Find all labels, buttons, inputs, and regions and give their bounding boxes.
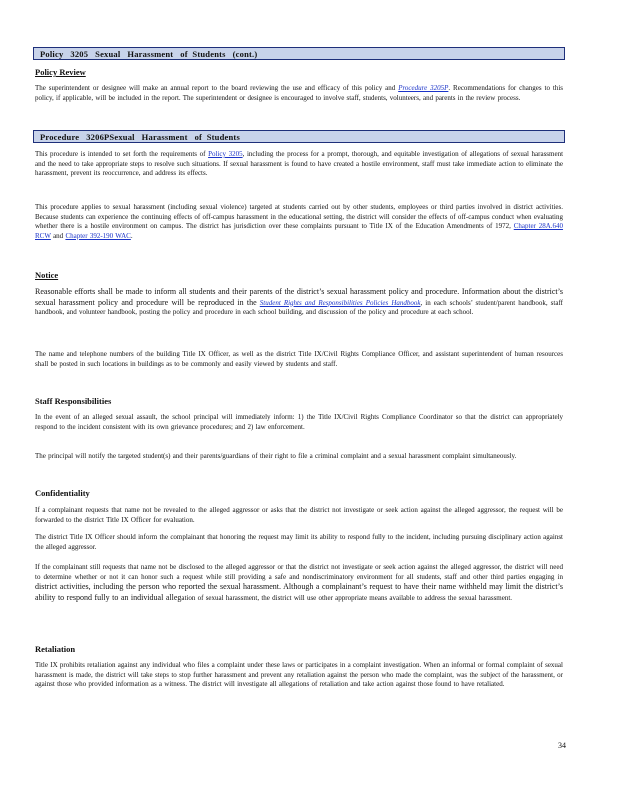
procedure-p1-text-a: This procedure is intended to set forth the requirements of: [35, 150, 206, 158]
page-number: 34: [558, 741, 566, 750]
confidentiality-heading: Confidentiality: [35, 488, 90, 498]
procedure-p1-text-b: , including the process for a prompt, thorough, and equitable investigation of allegations of sexual harassment and the need to take appropriate steps to resolve such situations. If sexual harassment is found to have created a hostile environment, staff must take immediate action to eliminate the harassment, prevent its reoccurrence, and address its effects.: [35, 150, 564, 178]
procedure-paragraph-1: [35, 150, 563, 179]
confidentiality-p3-text-a: If the complainant still requests that name not be disclosed to the alleged aggressor or that the district not investigate or seek action against the alleged aggressor, the district will need to determine whether or not it can honor such a request while still providing a safe and nondiscriminatory environment for all students, staff and other third parties engaging in: [35, 563, 563, 581]
procedure-paragraph-2: [35, 203, 563, 241]
procedure-3205p-link[interactable]: Procedure 3205P: [398, 84, 449, 92]
confidentiality-p3-text-b: ation of sexual harassment, the district will use other appropriate means available to address the sexual harassment.: [181, 593, 513, 602]
notice-p1-text-b: , in each schools’ student/parent handbook, staff handbook, and volunteer handbook, posting the policy and procedure in each school building, and discussion of the policy and procedure at each school.: [35, 298, 563, 317]
policy-3205-link[interactable]: Policy 3205: [208, 150, 243, 158]
staff-paragraph-2: The principal will notify the targeted student(s) and their parents/guardians of their right to file a criminal complaint and a sexual harassment complaint simultaneously.: [35, 452, 517, 460]
confidentiality-paragraph-3: [35, 563, 563, 603]
policy-review-heading: Policy Review: [35, 67, 86, 77]
procedure-p2-end: .: [130, 231, 133, 240]
notice-p1-text-a: Reasonable efforts shall be made to inform all students and their parents of the district’s sexual harassment policy and procedure. Information about the district’s sexual harassment policy and procedure will be reproduced in the: [35, 287, 563, 307]
notice-paragraph-1: [35, 287, 563, 318]
staff-paragraph-1: In the event of an alleged sexual assault, the school principal will immediately inform: 1) the Title IX/Civil Rights Compliance Coordinator so that the district can appropriately respond to the incident consistent with its own grievance procedures; and 2) law enforcement.: [35, 413, 563, 431]
retaliation-heading: Retaliation: [35, 644, 76, 654]
chapter-392-190-wac-link[interactable]: Chapter 392-190 WAC: [65, 231, 131, 240]
chapter-28a-640-rcw-link[interactable]: Chapter 28A.640 RCW: [35, 222, 564, 240]
confidentiality-paragraph-2: The district Title IX Officer should inform the complainant that honoring the request may limit its ability to respond fully to the incident, including pursuing disciplinary action against the alleged aggressor.: [35, 533, 563, 551]
staff-responsibilities-heading: Staff Responsibilities: [35, 396, 112, 406]
confidentiality-paragraph-1: If a complainant requests that name not be revealed to the alleged aggressor or asks that the district not investigate or seek action against the alleged aggressor, the request will be forwarded to the district Title IX Officer for evaluation.: [35, 506, 563, 524]
student-handbook-link[interactable]: Student Rights and Responsibilities Policies Handbook: [259, 298, 421, 307]
policy-review-paragraph: [35, 84, 563, 103]
notice-paragraph-2: The name and telephone numbers of the building Title IX Officer, as well as the district Title IX/Civil Rights Compliance Officer, and assistant superintendent of human resources shall be posted in such locations in buildings as to be commonly and easily viewed by students and staff.: [35, 350, 563, 368]
notice-heading: Notice: [35, 270, 59, 280]
retaliation-paragraph: Title IX prohibits retaliation against any individual who files a complaint under these laws or participates in a complaint investigation. When an informal or formal complaint of sexual harassment is made, the district will take steps to stop further harassment and prevent any retaliation against the person who made the complaint, was the subject of the harassment, or against those who provided information as a witness. The district will investigate all allegations of retaliation and take action against those found to have retaliated.: [35, 661, 563, 689]
procedure-header-bar: Procedure 3206PSexual Harassment of Students: [33, 130, 565, 143]
policy-header-bar: Policy 3205 Sexual Harassment of Students (cont.): [33, 47, 565, 60]
policy-review-text-1: The superintendent or designee will make an annual report to the board reviewing the use and efficacy of this policy and: [35, 84, 396, 92]
procedure-p2-text-a: This procedure applies to sexual harassment (including sexual violence) targeted at students carried out by other students, employees or third parties involved in district activities. Because students can experience the continuing effects of off-campus harassment in the educational setting, the district will consider the effects of off-campus conduct when evaluating whether there is a hostile environment on campus. The district has jurisdiction over these complaints pursuant to Title IX of the Education Amendments of 1972,: [35, 203, 563, 231]
confidentiality-p3-text-big: district activities, including the person who reported the sexual harassment. Although a complainant’s request to have their name withheld may limit the district’s ability to respond fully to an individual alleg: [35, 582, 563, 602]
procedure-p2-and: and: [53, 231, 64, 240]
policy-review-text-2: . Recommendations for changes to this policy, if applicable, will be included in the report. The superintendent or designee is encouraged to involve staff, students, volunteers, and parents in the review process.: [35, 84, 563, 102]
